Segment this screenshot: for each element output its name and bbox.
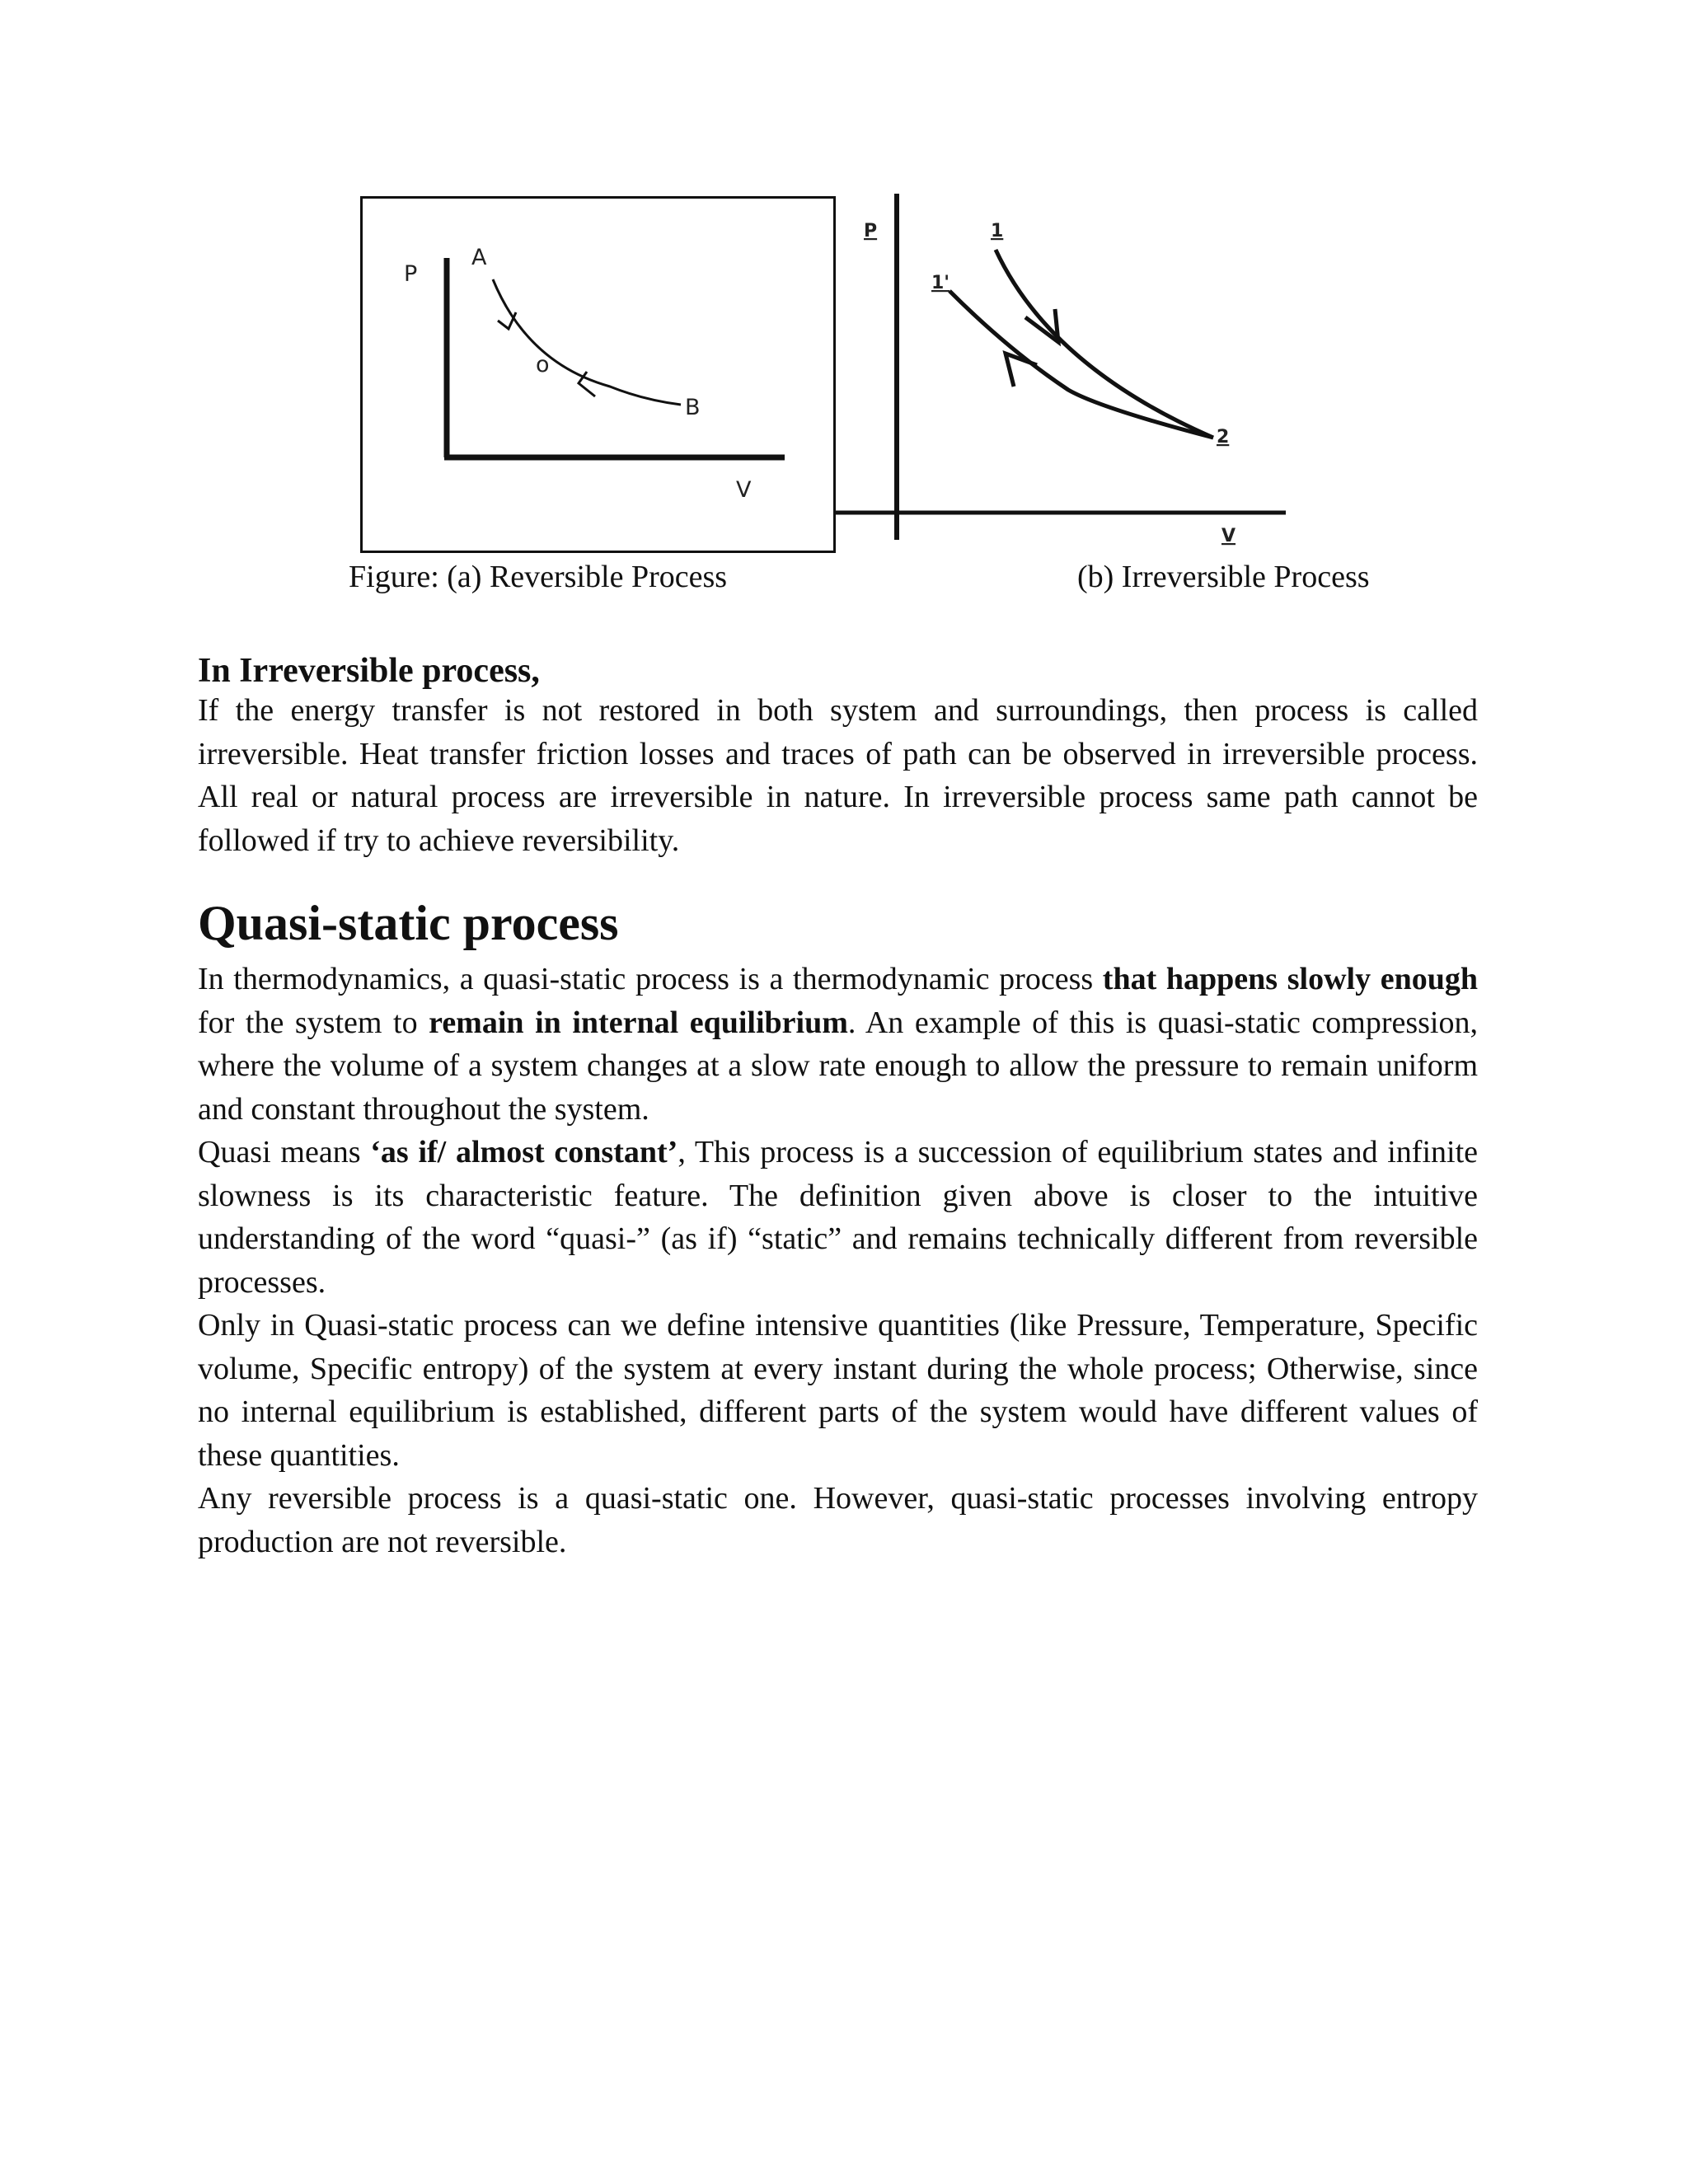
text-run: . An example of this is quasi-static compression, where the volume of a system changes at a slow rate enough to allow the pressure to remain uniform and constant throughout the system. [198, 1005, 1478, 1127]
bold-run: ‘as if/ almost constant’ [370, 1135, 678, 1169]
figure-reversible [360, 196, 836, 553]
point-o-label: o [536, 352, 550, 377]
process-curve-ab [493, 279, 681, 405]
arrow-up-1-prime [1006, 354, 1037, 387]
point-a-label: A [471, 245, 487, 270]
text-run: , This process is a succession of equilibrium states and infinite slowness is its characteristic feature. The definition given above is closer to the intuitive understanding of the word “quasi-” (as if) “static” and remains technically different from reversible processes. [198, 1135, 1478, 1300]
text-run: In thermodynamics, a quasi-static process is a thermodynamic process [198, 962, 1103, 996]
reversible-pv-diagram [363, 199, 838, 555]
paragraph-quasi-intensive: Only in Quasi-static process can we define intensive quantities (like Pressure, Temperature, Specific volume, Specific entropy) of the system at every instant during the whole process; Otherwise, since no internal equilibrium is established, different parts of the system would have different values of these quantities. [198, 1308, 1478, 1473]
curve-2-to-1-prime [950, 291, 1213, 438]
irreversible-pv-diagram [836, 185, 1297, 548]
paragraph-quasi-definition [198, 958, 1478, 1131]
bold-run: that happens slowly enough [1102, 962, 1478, 996]
caption-irreversible: (b) Irreversible Process [1077, 560, 1370, 594]
paragraph-irreversible: If the energy transfer is not restored in both system and surroundings, then process is called irreversible. Heat transfer friction losses and traces of path can be observed in irreversible process. All real or natural process are irreversible in nature. In irreversible process same path cannot be followed if try to achieve reversibility. [198, 693, 1478, 858]
heading-irreversible-process: In Irreversible process, [198, 652, 540, 690]
arrow-down-1 [1025, 309, 1058, 342]
bold-run: remain in internal equilibrium [429, 1005, 848, 1040]
heading-quasi-static-process: Quasi-static process [198, 896, 619, 950]
p-axis-label: P [864, 221, 878, 241]
point-1-label: 1 [991, 221, 1004, 241]
text-run: for the system to [198, 1005, 429, 1040]
curve-1-to-2 [996, 250, 1213, 438]
arrow-down [498, 312, 516, 329]
v-axis-label: V [1221, 526, 1236, 546]
v-axis-label: V [736, 477, 752, 503]
caption-reversible: Figure: (a) Reversible Process [349, 560, 728, 594]
point-1-prime-label: 1' [931, 273, 950, 293]
point-2-label: 2 [1217, 427, 1230, 448]
paragraph-quasi-meaning [198, 1131, 1478, 1304]
figure-irreversible [836, 185, 1297, 548]
paragraph-quasi-reversible: Any reversible process is a quasi-static one. However, quasi-static processes involving entropy production are not reversible. [198, 1481, 1478, 1559]
text-run: Quasi means [198, 1135, 371, 1169]
point-b-label: B [685, 395, 701, 420]
p-axis-label: P [404, 261, 418, 287]
